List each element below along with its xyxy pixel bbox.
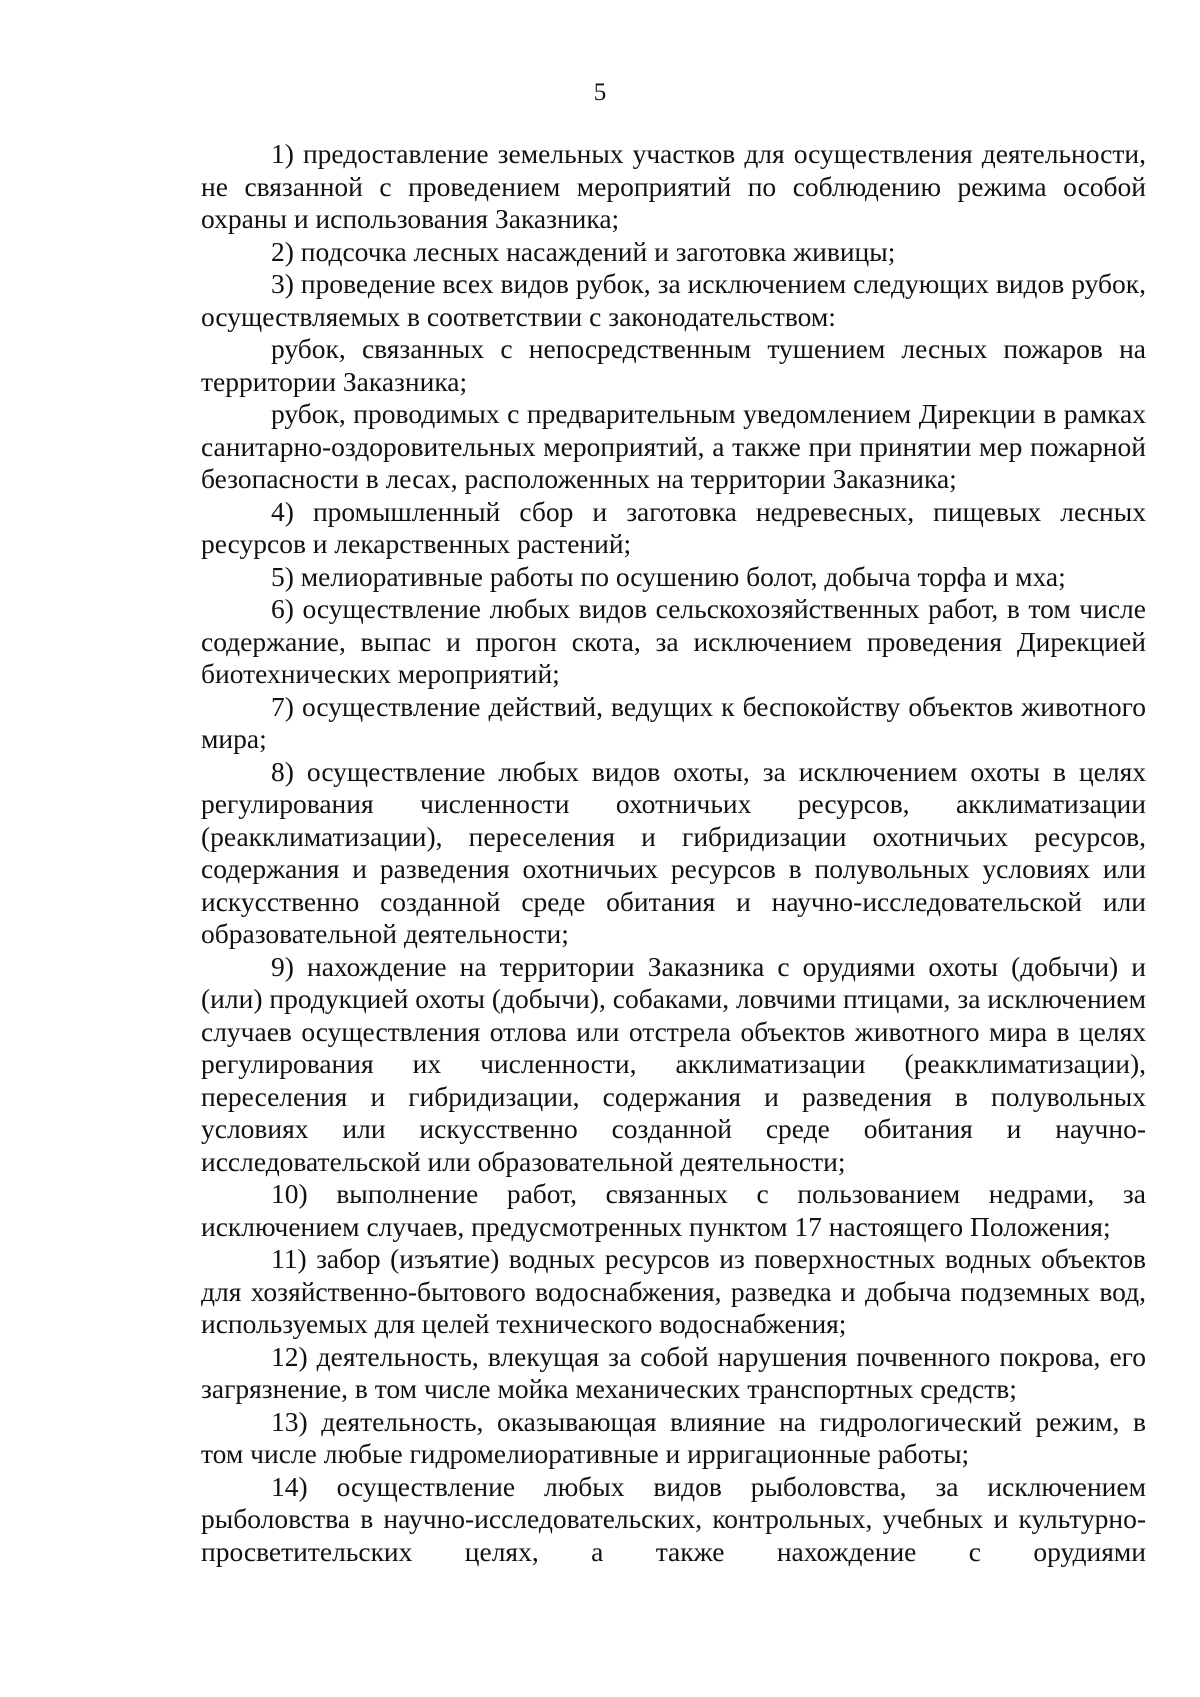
list-item-10: 10) выполнение работ, связанных с пользованием недрами, за исключением случаев, предусмотренных пунктом 17 настоящего Положения; <box>201 1178 1146 1242</box>
list-item-14: 14) осуществление любых видов рыболовства, за исключением рыболовства в научно-исследовательских, контрольных, учебных и культурно-просветительских целях, а также нахождение с орудиями <box>201 1470 1146 1567</box>
list-item-11: 11) забор (изъятие) водных ресурсов из поверхностных водных объектов для хозяйственно-бытового водоснабжения, разведка и добыча подземных вод, используемых для целей технического водоснабжения; <box>201 1243 1146 1339</box>
list-item-8: 8) осуществление любых видов охоты, за исключением охоты в целях регулирования численности охотничьих ресурсов, акклиматизации (реакклиматизации), переселения и гибридизации охотничьих ресурсов, содержания и разведения охотничьих ресурсов в полувольных условиях или искусственно созданной среде обитания и научно-исследовательской или образовательной деятельности; <box>201 755 1146 949</box>
list-item-1: 1) предоставление земельных участков для осуществления деятельности, не связанной с проведением мероприятий по соблюдению режима особой охраны и использования Заказника; <box>201 138 1146 234</box>
list-item-7: 7) осуществление действий, ведущих к беспокойству объектов животного мира; <box>201 690 1146 754</box>
document-body <box>201 138 1146 1568</box>
list-subitem-sanitary-logging: рубок, проводимых с предварительным уведомлением Дирекции в рамках санитарно-оздоровительных мероприятий, а также при принятии мер пожарной безопасности в лесах, расположенных на территории Заказника; <box>201 398 1146 494</box>
list-item-9: 9) нахождение на территории Заказника с орудиями охоты (добычи) и (или) продукцией охоты (добычи), собаками, ловчими птицами, за исключением случаев осуществления отлова или отстрела объектов животного мира в целях регулирования их численности, акклиматизации (реакклиматизации), переселения и гибридизации, содержания и разведения в полувольных условиях или искусственно созданной среде обитания и научно-исследовательской или образовательной деятельности; <box>201 950 1146 1177</box>
list-subitem-fire-logging: рубок, связанных с непосредственным тушением лесных пожаров на территории Заказника; <box>201 333 1146 397</box>
list-item-5: 5) мелиоративные работы по осушению болот, добыча торфа и мха; <box>271 560 1066 592</box>
list-item-4: 4) промышленный сбор и заготовка недревесных, пищевых лесных ресурсов и лекарственных растений; <box>201 495 1146 559</box>
list-item-3: 3) проведение всех видов рубок, за исключением следующих видов рубок, осуществляемых в соответствии с законодательством: <box>201 268 1146 332</box>
list-item-12: 12) деятельность, влекущая за собой нарушения почвенного покрова, его загрязнение, в том числе мойка механических транспортных средств; <box>201 1340 1146 1404</box>
list-item-6: 6) осуществление любых видов сельскохозяйственных работ, в том числе содержание, выпас и прогон скота, за исключением проведения Дирекцией биотехнических мероприятий; <box>201 593 1146 689</box>
list-item-13: 13) деятельность, оказывающая влияние на гидрологический режим, в том числе любые гидромелиоративные и ирригационные работы; <box>201 1405 1146 1469</box>
list-item-2: 2) подсочка лесных насаждений и заготовка живицы; <box>271 235 896 267</box>
page-number: 5 <box>593 79 607 106</box>
